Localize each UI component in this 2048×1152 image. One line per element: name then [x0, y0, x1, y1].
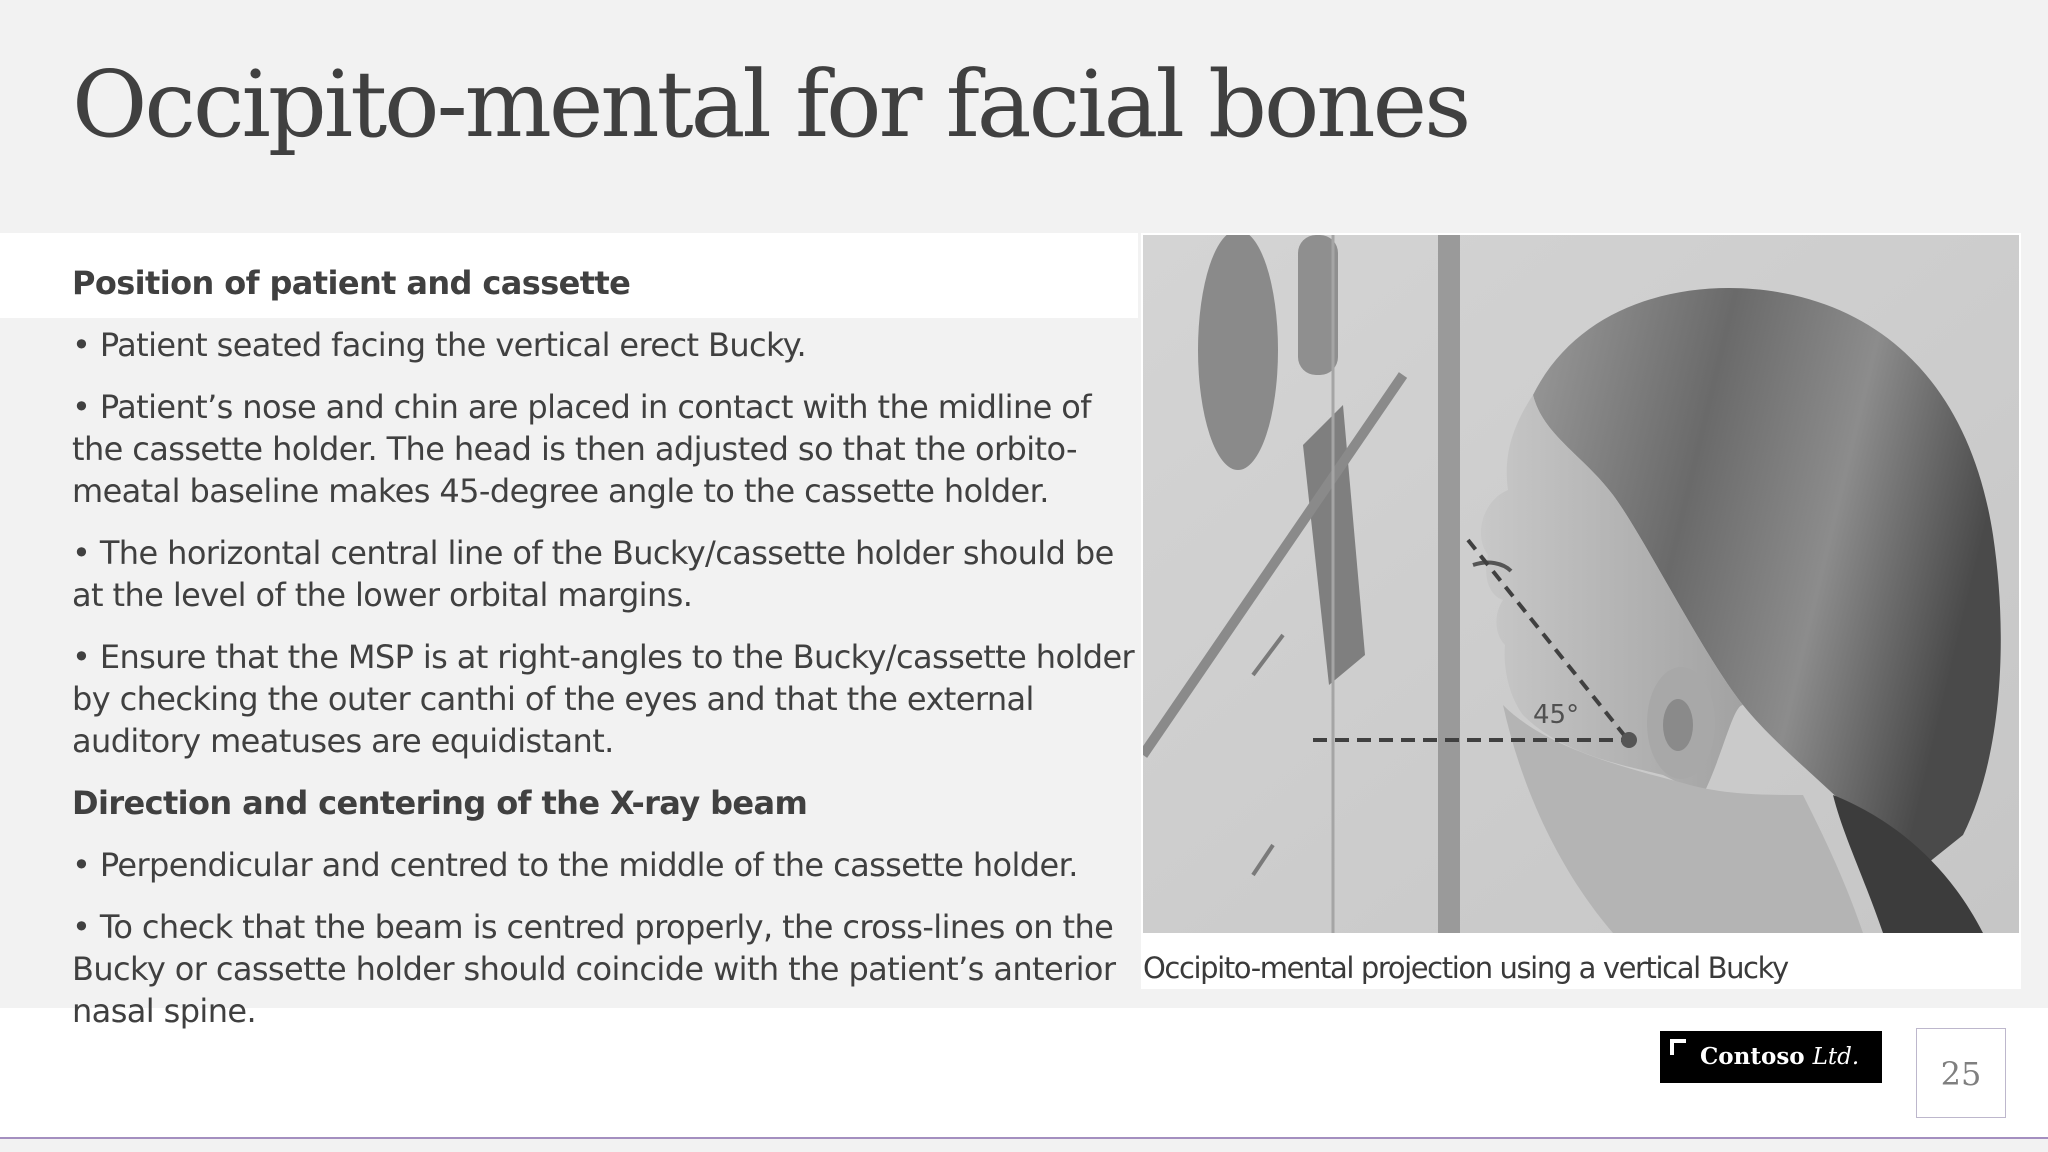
- section-heading-position: Position of patient and cassette: [72, 264, 631, 302]
- meatus-point: [1621, 732, 1637, 748]
- ear-canal: [1663, 699, 1693, 751]
- slide-title: Occipito-mental for facial bones: [72, 51, 1469, 158]
- bullet-item: • To check that the beam is centred properly, the cross-lines on the Bucky or cassette holder should coincide with the patient’s anterior nasal spine.: [72, 908, 1116, 1030]
- figure: [1141, 233, 2021, 989]
- bucky-marking: [1198, 235, 1278, 470]
- logo-corner-icon: [1670, 1039, 1686, 1055]
- footer-divider: [0, 1137, 2048, 1139]
- bucky-rail: [1438, 235, 1460, 933]
- logo-suffix: Ltd.: [1812, 1044, 1860, 1070]
- logo-name: Contoso: [1700, 1043, 1805, 1070]
- bullet-item: • The horizontal central line of the Bucky/cassette holder should be at the level of the lower orbital margins.: [72, 534, 1114, 614]
- slide-body: [72, 262, 1144, 1052]
- bullet-item: • Patient’s nose and chin are placed in contact with the midline of the cassette holder. The head is then adjusted so that the orbito-meatal baseline makes 45-degree angle to the cassette holder.: [72, 388, 1091, 510]
- bullet-item: • Perpendicular and centred to the middle of the cassette holder.: [72, 846, 1078, 884]
- page-number: 25: [1916, 1028, 2006, 1118]
- figure-caption: Occipito-mental projection using a vertical Bucky: [1143, 951, 1788, 985]
- bullet-item: • Patient seated facing the vertical erect Bucky.: [72, 326, 807, 364]
- bullet-item: • Ensure that the MSP is at right-angles to the Bucky/cassette holder by checking the outer canthi of the eyes and that the external auditory meatuses are equidistant.: [72, 638, 1135, 760]
- logo-text: [1700, 1043, 1859, 1070]
- positioning-photo: [1143, 235, 2019, 933]
- section-heading-direction: Direction and centering of the X-ray beam: [72, 784, 808, 822]
- angle-label: 45°: [1533, 700, 1580, 730]
- company-logo: [1660, 1031, 1882, 1083]
